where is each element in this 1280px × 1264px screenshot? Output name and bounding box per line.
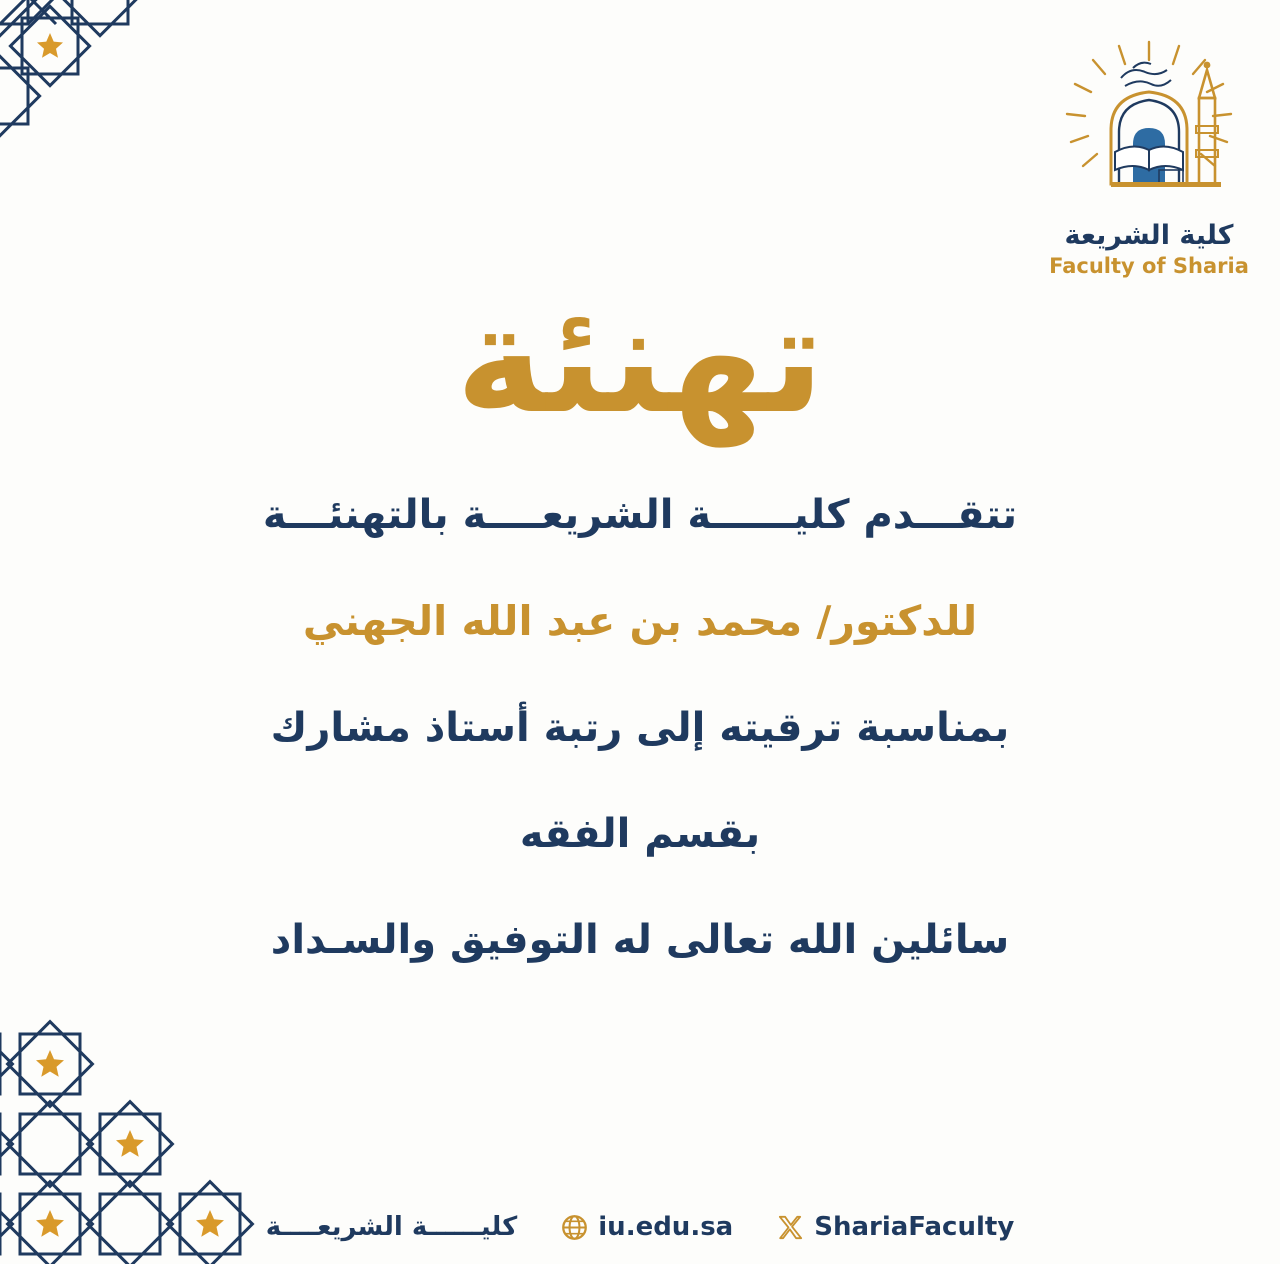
faculty-logo <box>1044 34 1254 278</box>
body-line-1: تتقـــدم كليــــــة الشريعــــة بالتهنئـــة <box>262 492 1018 538</box>
body-line-3: بمناسبة ترقيته إلى رتبة أستاذ مشارك <box>270 705 1010 752</box>
logo-arabic-name: كلية الشريعة <box>1064 220 1234 251</box>
body-line-5: سائلين الله تعالى له التوفيق والسـداد <box>270 917 1010 964</box>
footer-faculty-name-label: كليــــــة الشريعــــة <box>265 1212 518 1242</box>
footer-website[interactable] <box>561 1212 733 1242</box>
footer <box>0 1212 1280 1242</box>
page-title: تهنئة <box>455 273 825 447</box>
logo-english-name: Faculty of Sharia <box>1049 254 1249 278</box>
body-line-department: بقسم الفقه <box>519 811 761 858</box>
announcement-body <box>0 490 1280 965</box>
x-twitter-icon <box>777 1214 804 1241</box>
footer-twitter-label: ShariaFaculty <box>814 1212 1015 1242</box>
globe-icon <box>561 1214 588 1241</box>
footer-faculty-name <box>266 1212 518 1242</box>
footer-website-label: iu.edu.sa <box>598 1212 734 1242</box>
corner-ornament-top-left-icon <box>0 0 240 220</box>
mosque-book-emblem-icon <box>1049 34 1249 224</box>
body-line-honoree: للدكتور/ محمد بن عبد الله الجهني <box>302 597 978 645</box>
footer-twitter[interactable] <box>777 1212 1014 1242</box>
